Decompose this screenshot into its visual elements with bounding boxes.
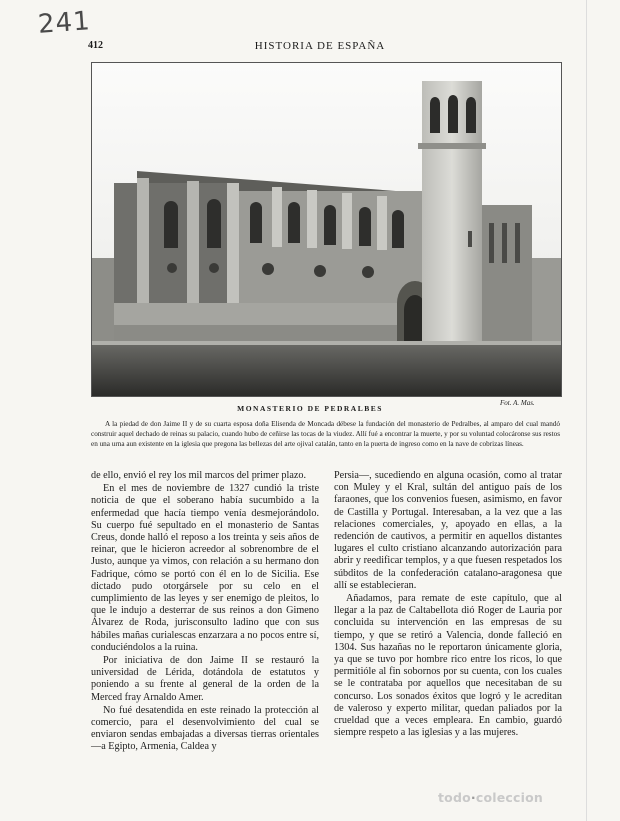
paragraph: No fué desatendida en este reinado la protección al comercio, para el desenvolvimiento del cual se enviaron sendas embajadas a diversas tierras orientales —a Egipto, Armenia, Caldea y (91, 704, 319, 753)
paragraph: Persia—, sucediendo en alguna ocasión, como al tratar con Muley y el Kral, sultán del antiguo país de los faraones, que los convenios fuesen, asimismo, en favor de Castilla y Portugal. Interesaban, a la vez que a las relaciones comerciales, y, apoyado en ellas, a la redención de cautivos, a permitir en aquellos distantes lugares el culto cristiano alcanzando autorización para abrir y reedificar templos, y a que fuesen respetados los súbditos de la confederación catalano-aragonesa que allí se establecieran. (334, 470, 562, 591)
paragraph: Por iniciativa de don Jaime II se restauró la universidad de Lérida, dotándola de estatutos y poniendo a su frente al general de la orden de la Merced fray Arnaldo Amer. (91, 655, 319, 703)
left-column (91, 470, 319, 755)
monastery-illustration (92, 63, 561, 396)
watermark-dot: · (470, 790, 476, 805)
page-number: 412 (88, 40, 103, 51)
photo-credit: Fot. A. Mas. (500, 399, 535, 407)
right-column (334, 470, 562, 755)
site-watermark (438, 790, 543, 805)
running-head: HISTORIA DE ESPAÑA (254, 40, 386, 52)
monastery-photo (91, 62, 562, 397)
watermark-suffix: coleccion (475, 790, 544, 805)
paragraph: Añadamos, para remate de este capítulo, que al llegar a la paz de Caltabellota dió Roger de Lauria por concluida su intervención en las empresas de su tiempo, y que se retiró a Valencia, donde falleció en 1304. Sus hazañas no le reportaron únicamente gloria, ya que se tuvo por hombre rico entre los ricos, lo que permitióle al fin sobornos por su cuenta, con los cuales se le contrataba por aquellos que necesitaban de su concurso. Los sonados éxitos que logró y le acreditan de valeroso y experto militar, quedan paliados por la crueldad que a veces empleara. En cambio, guardó siempre respeto a las iglesias y a las mujeres. (334, 593, 562, 739)
handwritten-page-note: 241 (37, 6, 92, 40)
body-text (91, 470, 562, 755)
photo-caption: A la piedad de don Jaime II y de su cuarta esposa doña Elisenda de Moncada débese la fundación del monasterio de Pedralbes, al amparo del cual mandó construir aquel dechado de reinas su palacio, cuando hubo de ceñirse las tocas de la viudez. Allí fué a encontrar la muerte, y por su voluntad colocáronse sus restos en una urna aun existente en la iglesia que pregona las bellezas del arte ojival catalán, tanto en la puerta de ingreso como en la nave de cobrizas líneas. (91, 420, 560, 448)
photo-title: MONASTERIO DE PEDRALBES (237, 404, 383, 413)
watermark-prefix: todo (438, 790, 471, 805)
paragraph: En el mes de noviembre de 1327 cundió la triste noticia de que el soberano había sucumbido a la enfermedad que hacía tiempo venía desmejorándolo. Su cuerpo fué sepultado en el monasterio de Santas Creus, donde halló el reposo a los treinta y seis años de reinar, que le hicieron acreedor al sobrenombre de el Justo, aunque ya vimos, con relación a su hermano don Fadrique, cómo se portó con él en lo de Sicilia. Ese dictado pudo otorgársele por su celo en el cumplimiento de las leyes y ser enemigo de pleitos, lo que le indujo a desterrar de sus reinos a don Gimeno Álvarez de Roda, jurisconsulto ladino que con sus hábiles mañas curialescas enzarzara a no pocos entre sí, conduciéndolos a la ruina. (91, 483, 319, 653)
paragraph: de ello, envió el rey los mil marcos del primer plazo. (91, 470, 307, 481)
